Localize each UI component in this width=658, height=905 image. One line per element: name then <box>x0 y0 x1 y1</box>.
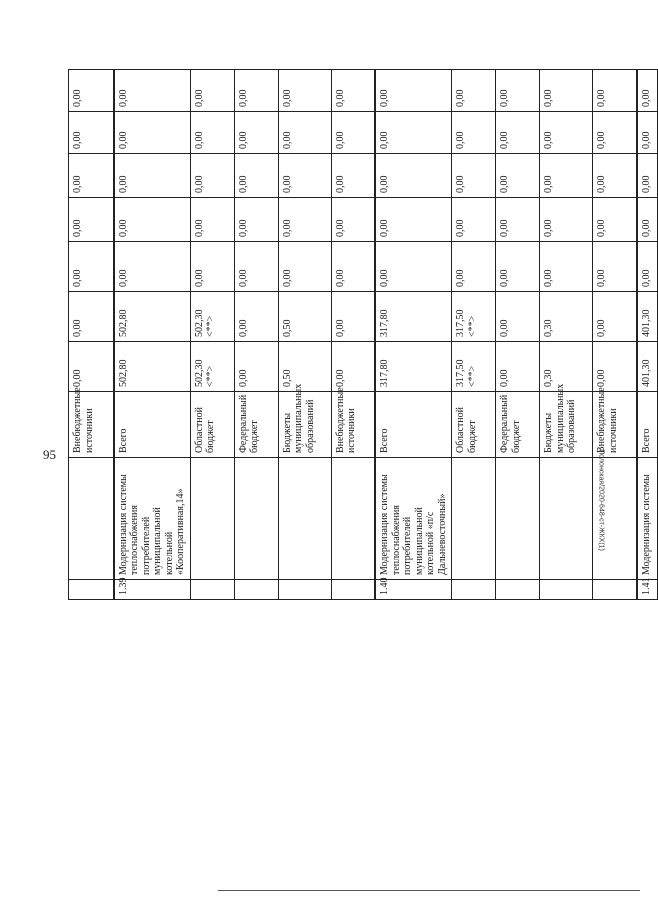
funding-source-cell: Бюджеты муниципальных образований <box>278 392 331 458</box>
amount-cell: 401,30 <box>637 292 658 342</box>
amount-cell: 0,00 <box>69 70 114 112</box>
amount-cell: 0,00 <box>496 242 540 292</box>
amount-cell: 0,00 <box>278 70 331 112</box>
row-index-cell <box>540 580 593 600</box>
row-index-cell: 1.41 <box>637 580 658 600</box>
table-row <box>69 70 114 600</box>
amount-cell: 401,30 <box>637 342 658 392</box>
row-index-cell <box>452 580 496 600</box>
amount-cell: 0,00 <box>496 70 540 112</box>
table-row <box>234 70 278 600</box>
amount-cell: 0,00 <box>331 342 375 392</box>
amount-cell: 0,00 <box>452 112 496 154</box>
amount-cell: 0,00 <box>331 154 375 198</box>
measure-name-cell <box>234 458 278 580</box>
amount-cell: 0,00 <box>637 154 658 198</box>
budget-table <box>68 69 658 600</box>
measure-name-cell: Модернизация системы теплоснабжения потребителей муниципальной котельной «Кооперативная,14» <box>114 458 191 580</box>
amount-cell: 0,00 <box>234 242 278 292</box>
row-index-cell <box>69 580 114 600</box>
amount-cell: 0,00 <box>637 70 658 112</box>
amount-cell: 0,00 <box>496 112 540 154</box>
funding-source-cell: Всего <box>375 392 452 458</box>
amount-cell: 0,00 <box>540 154 593 198</box>
funding-source-cell: Областной бюджет <box>452 392 496 458</box>
amount-cell: 317,50 <**> <box>452 292 496 342</box>
amount-cell: 502,30 <**> <box>190 342 234 392</box>
measure-name-cell <box>452 458 496 580</box>
measure-name-cell <box>190 458 234 580</box>
amount-cell: 0,00 <box>69 198 114 242</box>
amount-cell: 0,00 <box>331 292 375 342</box>
amount-cell: 0,00 <box>593 242 637 292</box>
amount-cell: 0,00 <box>331 70 375 112</box>
table-row <box>593 70 637 600</box>
amount-cell: 0,00 <box>540 112 593 154</box>
amount-cell: 0,00 <box>540 70 593 112</box>
bottom-rule <box>218 890 640 891</box>
amount-cell: 0,00 <box>114 112 191 154</box>
amount-cell: 0,00 <box>375 198 452 242</box>
page-number: 95 <box>43 447 56 462</box>
amount-cell: 0,00 <box>234 112 278 154</box>
measure-name-cell <box>540 458 593 580</box>
row-index-cell <box>190 580 234 600</box>
funding-source-cell: Областной бюджет <box>190 392 234 458</box>
amount-cell: 0,00 <box>540 242 593 292</box>
amount-cell: 0,30 <box>540 342 593 392</box>
table-row <box>637 70 658 600</box>
amount-cell: 0,00 <box>69 342 114 392</box>
amount-cell: 0,30 <box>540 292 593 342</box>
measure-name-cell <box>496 458 540 580</box>
table-row <box>278 70 331 600</box>
amount-cell: 0,00 <box>593 292 637 342</box>
amount-cell: 0,00 <box>593 198 637 242</box>
amount-cell: 0,00 <box>69 154 114 198</box>
table-row <box>375 70 452 600</box>
funding-source-cell: Федеральный бюджет <box>234 392 278 458</box>
amount-cell: 0,00 <box>69 242 114 292</box>
amount-cell: 0,00 <box>637 242 658 292</box>
funding-source-cell: Всего <box>114 392 191 458</box>
amount-cell: 0,00 <box>331 112 375 154</box>
amount-cell: 0,00 <box>114 198 191 242</box>
amount-cell: 0,00 <box>452 198 496 242</box>
amount-cell: 0,00 <box>234 70 278 112</box>
amount-cell: 0,00 <box>452 70 496 112</box>
amount-cell: 0,00 <box>637 112 658 154</box>
amount-cell: 317,80 <box>375 342 452 392</box>
amount-cell: 0,00 <box>234 342 278 392</box>
amount-cell: 0,00 <box>496 292 540 342</box>
amount-cell: 0,00 <box>278 112 331 154</box>
amount-cell: 0,00 <box>452 154 496 198</box>
row-index-cell: 1.39 <box>114 580 191 600</box>
row-index-cell <box>278 580 331 600</box>
row-index-cell <box>234 580 278 600</box>
amount-cell: 0,00 <box>593 342 637 392</box>
amount-cell: 317,80 <box>375 292 452 342</box>
amount-cell: 0,00 <box>114 242 191 292</box>
amount-cell: 0,00 <box>496 342 540 392</box>
table-row <box>190 70 234 600</box>
amount-cell: 0,00 <box>234 154 278 198</box>
amount-cell: 0,00 <box>234 292 278 342</box>
amount-cell: 0,00 <box>496 154 540 198</box>
amount-cell: 0,00 <box>234 198 278 242</box>
amount-cell: 0,00 <box>114 154 191 198</box>
measure-name-cell <box>593 458 637 580</box>
amount-cell: 0,00 <box>375 112 452 154</box>
row-index-cell <box>496 580 540 600</box>
amount-cell: 0,00 <box>331 242 375 292</box>
amount-cell: 0,00 <box>375 242 452 292</box>
amount-cell: 0,00 <box>190 154 234 198</box>
amount-cell: 0,00 <box>637 198 658 242</box>
table-row <box>496 70 540 600</box>
table-row <box>540 70 593 600</box>
rotated-table-wrapper <box>68 70 652 600</box>
amount-cell: 0,00 <box>452 242 496 292</box>
funding-source-cell: Внебюджетные источники <box>69 392 114 458</box>
table-row <box>452 70 496 600</box>
amount-cell: 0,00 <box>593 154 637 198</box>
table-body <box>69 70 658 600</box>
amount-cell: 0,00 <box>278 154 331 198</box>
amount-cell: 0,00 <box>190 112 234 154</box>
funding-source-cell: Всего <box>637 392 658 458</box>
funding-source-cell: Внебюджетные источники <box>331 392 375 458</box>
funding-source-cell: Бюджеты муниципальных образований <box>540 392 593 458</box>
amount-cell: 0,00 <box>375 154 452 198</box>
amount-cell: 0,00 <box>593 70 637 112</box>
row-index-cell <box>331 580 375 600</box>
amount-cell: 0,00 <box>375 70 452 112</box>
amount-cell: 0,00 <box>190 242 234 292</box>
amount-cell: 0,50 <box>278 292 331 342</box>
table-row <box>331 70 375 600</box>
measure-name-cell <box>331 458 375 580</box>
amount-cell: 0,00 <box>540 198 593 242</box>
measure-name-cell <box>278 458 331 580</box>
amount-cell: 502,30 <**> <box>190 292 234 342</box>
amount-cell: 0,00 <box>278 242 331 292</box>
amount-cell: 0,00 <box>496 198 540 242</box>
table-row <box>114 70 191 600</box>
amount-cell: 0,00 <box>190 70 234 112</box>
measure-name-cell <box>69 458 114 580</box>
measure-name-cell: Модернизация системы теплоснабжения потребителей муниципальной котельной «п/с Дальневосточный» <box>375 458 452 580</box>
measure-name-cell: Модернизация системы <box>637 458 658 580</box>
row-index-cell <box>593 580 637 600</box>
amount-cell: 0,00 <box>69 292 114 342</box>
row-index-cell: 1.40 <box>375 580 452 600</box>
amount-cell: 0,00 <box>69 112 114 154</box>
amount-cell: 502,80 <box>114 342 191 392</box>
amount-cell: 0,50 <box>278 342 331 392</box>
funding-source-cell: Внебюджетные источники <box>593 392 637 458</box>
amount-cell: 317,50 <**> <box>452 342 496 392</box>
amount-cell: 0,00 <box>278 198 331 242</box>
amount-cell: 0,00 <box>190 198 234 242</box>
amount-cell: 0,00 <box>114 70 191 112</box>
amount-cell: 0,00 <box>593 112 637 154</box>
amount-cell: 502,80 <box>114 292 191 342</box>
amount-cell: 0,00 <box>331 198 375 242</box>
funding-source-cell: Федеральный бюджет <box>496 392 540 458</box>
side-note: Полонская/2020-648-ст-ЖКХ(1) <box>597 449 605 551</box>
